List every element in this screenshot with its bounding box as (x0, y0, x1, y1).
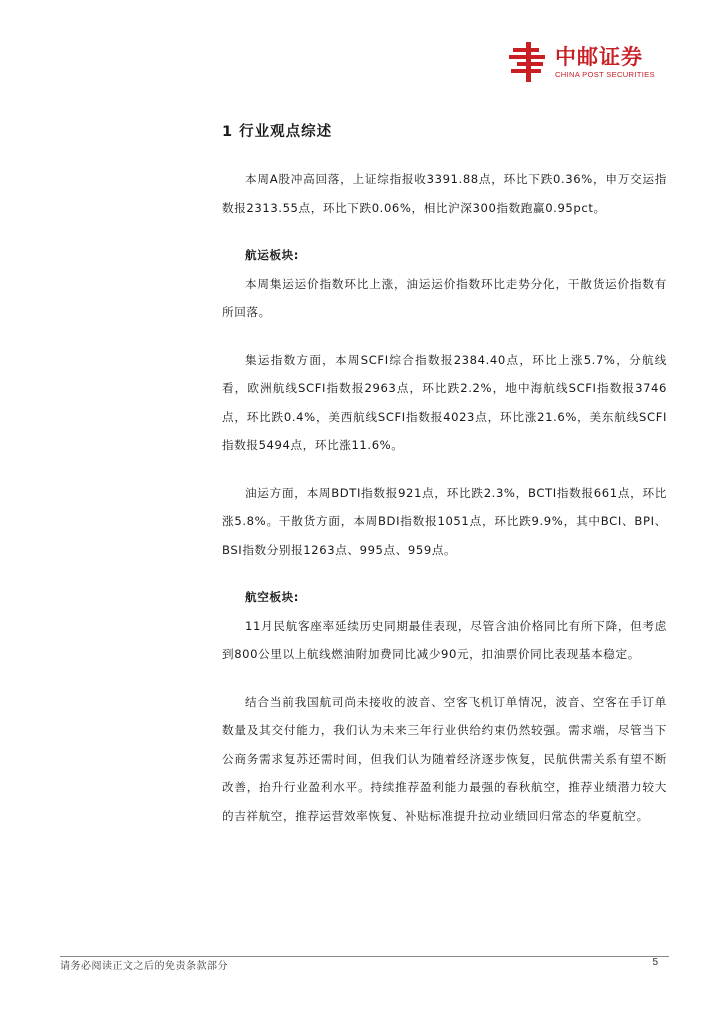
aviation-subheading: 航空板块: (245, 590, 300, 604)
footer-disclaimer: 请务必阅读正文之后的免责条款部分 (60, 961, 228, 972)
market-intro-paragraph: 本周A股冲高回落，上证综指报收3391.88点，环比下跌0.36%，申万交运指数报2313.55点，环比下跌0.06%，相比沪深300指数跑赢0.95pct。 (222, 172, 667, 215)
logo-chinese-name: 中邮证券 (555, 45, 643, 69)
aviation-outlook-paragraph: 结合当前我国航司尚未接收的波音、空客飞机订单情况，波音、空客在手订单数量及其交付能力，我们认为未来三年行业供给约束仍然较强。需求端，尽管当下公商务需求复苏还需时间，但我们认为随着经济逐步恢复，民航供需关系有望不断改善，抬升行业盈利水平。持续推荐盈利能力最强的春秋航空，推荐业绩潜力较大的吉祥航空，推荐运营效率恢复、补贴标准提升拉动业绩回归常态的华夏航空。 (222, 694, 667, 823)
china-post-logo-icon (509, 42, 549, 82)
company-logo (509, 42, 669, 82)
page-number: 5 (652, 957, 658, 968)
shipping-subheading: 航运板块: (245, 248, 300, 262)
aviation-summary-paragraph: 11月民航客座率延续历史同期最佳表现，尽管含油价格同比有所下降，但考虑到800公里以上航线燃油附加费同比减少90元，扣油票价同比表现基本稳定。 (222, 618, 667, 661)
shipping-summary-paragraph: 本周集运运价指数环比上涨，油运运价指数环比走势分化，干散货运价指数有所回落。 (222, 276, 667, 319)
container-index-paragraph: 集运指数方面，本周SCFI综合指数报2384.40点，环比上涨5.7%，分航线看，欧洲航线SCFI指数报2963点，环比跌2.2%，地中海航线SCFI指数报3746点，环比跌0.4%，美西航线SCFI指数报4023点，环比涨21.6%，美东航线SCFI指数报5494点，环比涨11.6%。 (222, 352, 667, 452)
tanker-bulk-paragraph: 油运方面，本周BDTI指数报921点，环比跌2.3%，BCTI指数报661点，环比涨5.8%。干散货方面，本周BDI指数报1051点，环比跌9.9%，其中BCI、BPI、BSI指数分别报1263点、995点、959点。 (222, 485, 667, 557)
logo-english-name: CHINA POST SECURITIES (555, 70, 655, 79)
report-body (222, 118, 667, 849)
section-title: 1 行业观点综述 (222, 124, 333, 140)
